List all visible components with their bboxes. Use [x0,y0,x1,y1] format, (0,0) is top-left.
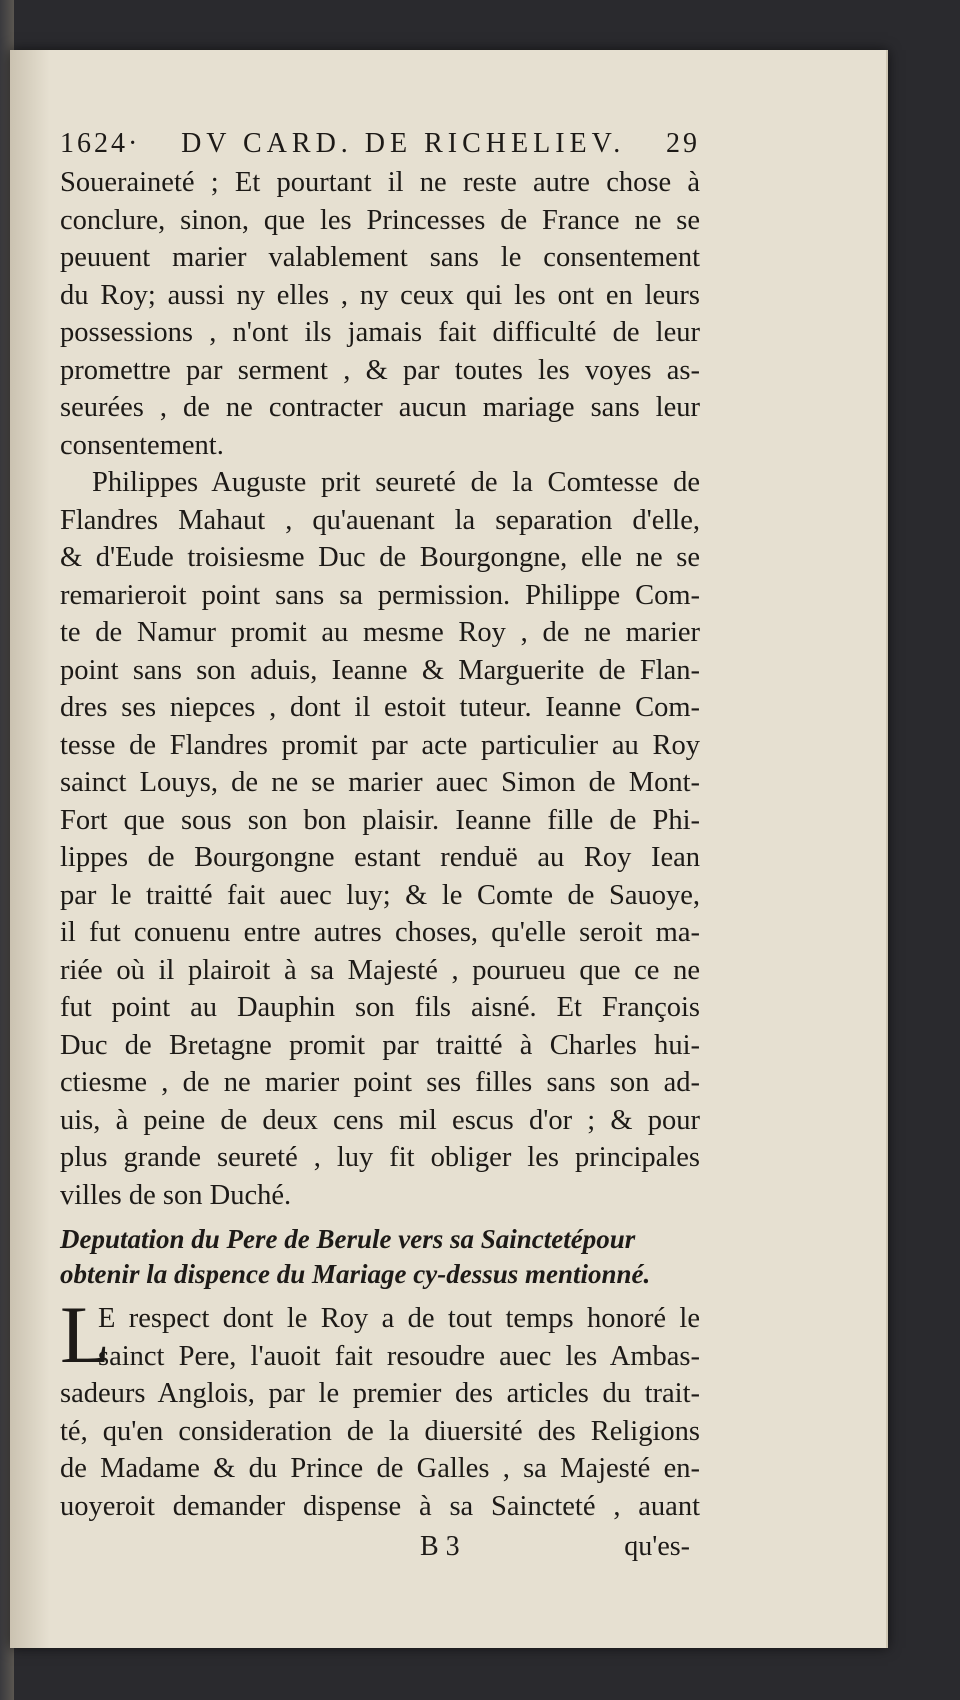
text-line: tesse de Flandres promit par acte particulier au Roy [60,729,700,761]
paragraph-1 [60,164,700,464]
text-line: peuuent marier valablement sans le consentement [60,242,700,273]
text-line: E respect dont le Roy a de tout temps honoré le [98,1303,700,1334]
text-line: fut point au Dauphin son fils aisné. Et François [60,992,700,1023]
text-line: point sans son aduis, Ieanne & Marguerite de Flan- [60,654,700,686]
drop-cap: L [60,1289,111,1380]
text-line: Philippes Auguste prit seureté de la Comtesse de [92,467,700,498]
page-footer [60,1531,700,1563]
section-heading [60,1222,700,1292]
running-header [60,128,700,164]
text-line: villes de son Duché. [60,1179,292,1211]
paragraph-3 [60,1289,700,1525]
text-line: seurées , de ne contracter aucun mariage sans leur [60,392,700,423]
text-block [60,128,700,1563]
text-line: du Roy; aussi ny elles , ny ceux qui les ont en leurs [60,279,700,311]
text-line: dres ses niepces , dont il estoit tuteur. Ieanne Com- [60,692,700,723]
header-year: 1624· [60,128,141,159]
text-line: sadeurs Anglois, par le premier des articles du trait- [60,1378,700,1409]
text-line: Flandres Mahaut , qu'auenant la separation d'elle, [60,504,700,536]
text-line: plus grande seureté , luy fit obliger les principales [60,1142,700,1173]
text-line: riée où il plairoit à sa Majesté , pourueu que ce ne [60,954,700,986]
text-line: lippes de Bourgongne estant renduë au Roy Iean [60,842,700,873]
text-line: consentement. [60,429,224,461]
text-line: Duc de Bretagne promit par traitté à Charles hui- [60,1029,700,1061]
text-line: uis, à peine de deux cens mil escus d'or ; & pour [60,1104,700,1136]
spacer [60,1214,700,1222]
text-line: & d'Eude troisiesme Duc de Bourgongne, elle ne se [60,542,700,573]
catchword: qu'es- [624,1531,690,1562]
text-line: remarieroit point sans sa permission. Philippe Com- [60,579,700,611]
heading-line: Deputation du Pere de Berule vers sa Sainctetépour [60,1224,636,1254]
text-line: Soueraineté ; Et pourtant il ne reste autre chose à [60,167,700,198]
book-page [10,50,888,1648]
text-line: uoyeroit demander dispense à sa Saincteté , auant [60,1490,700,1522]
paragraph-2 [60,464,700,1214]
text-line: par le traitté fait auec luy; & le Comte de Sauoye, [60,879,700,911]
text-line: possessions , n'ont ils jamais fait difficulté de leur [60,317,700,348]
text-line: sainct Louys, de ne se marier auec Simon de Mont- [60,767,700,798]
text-line: de Madame & du Prince de Galles , sa Majesté en- [60,1453,700,1484]
page-number: 29 [666,128,700,159]
text-line: conclure, sinon, que les Princesses de France ne se [60,204,700,236]
running-title: DV CARD. DE RICHELIEV. [181,128,626,159]
text-line: ctiesme , de ne marier point ses filles sans son ad- [60,1067,700,1098]
text-line: sainct Pere, l'auoit fait resoudre auec les Ambas- [98,1340,700,1372]
text-line: Fort que sous son bon plaisir. Ieanne fille de Phi- [60,804,700,836]
spacer [60,1292,700,1300]
text-line: té, qu'en consideration de la diuersité des Religions [60,1415,700,1447]
text-line: promettre par serment , & par toutes les voyes as- [60,354,700,386]
text-line: te de Namur promit au mesme Roy , de ne marier [60,617,700,648]
signature-mark: B 3 [420,1531,460,1562]
heading-line: obtenir la dispence du Mariage cy-dessus mentionné. [60,1259,651,1289]
text-line: il fut conuenu entre autres choses, qu'elle seroit ma- [60,917,700,948]
